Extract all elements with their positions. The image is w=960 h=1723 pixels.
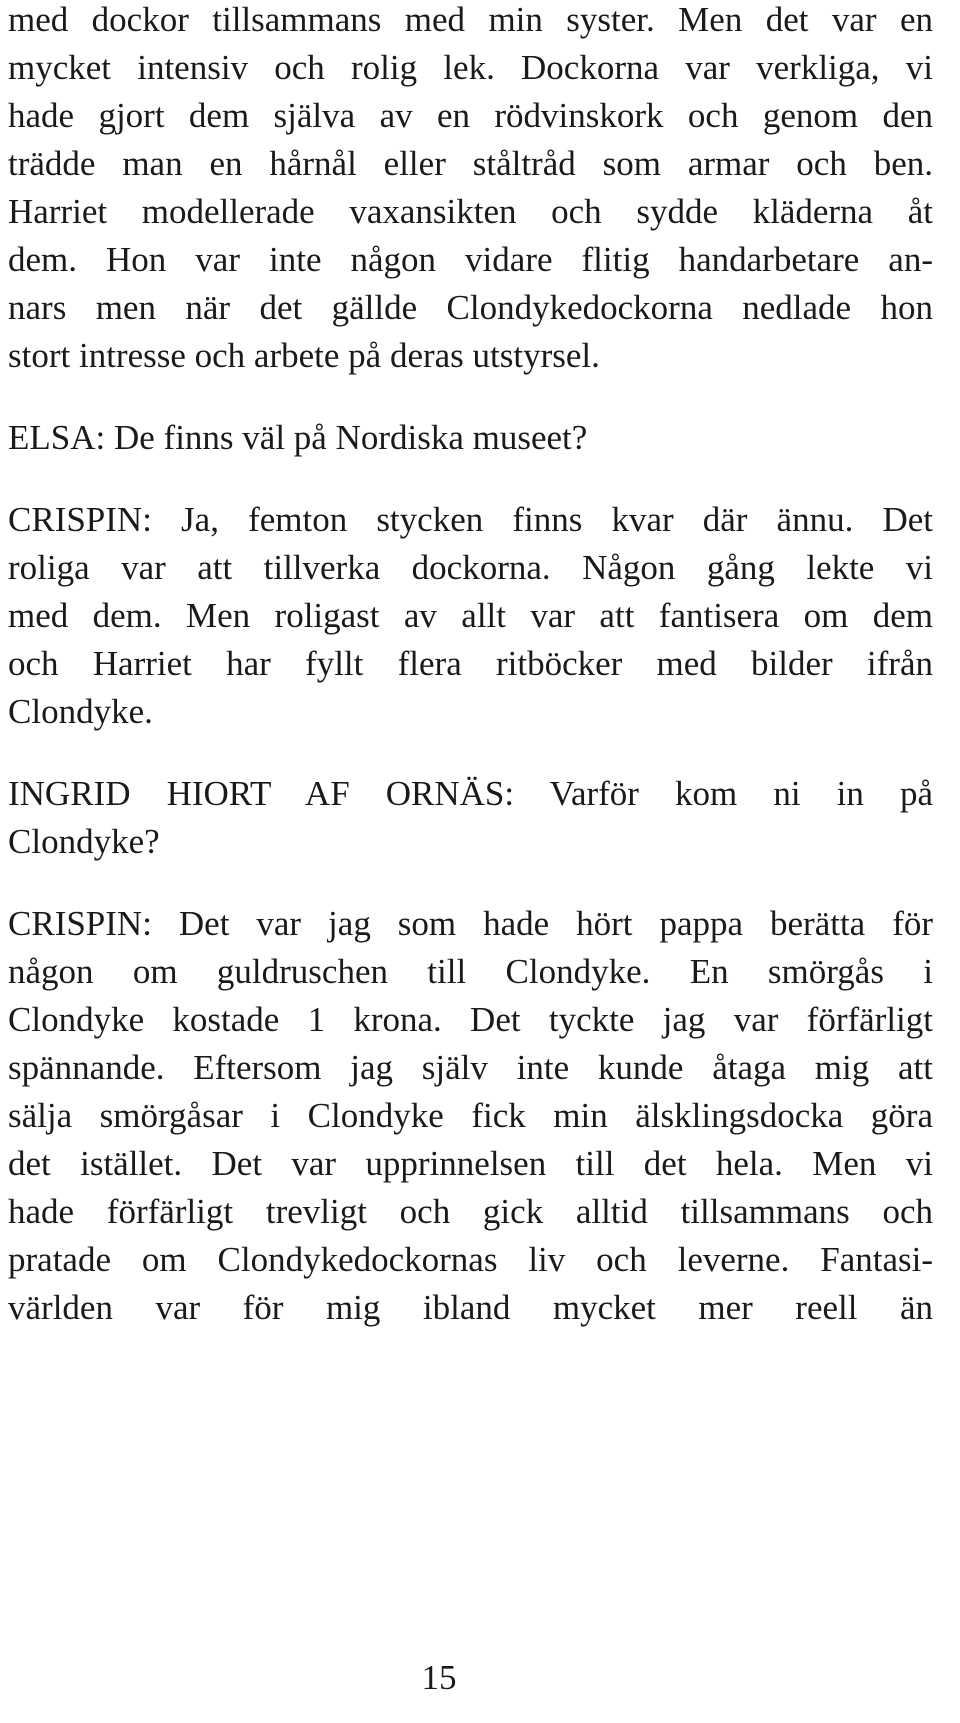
text-line: hade förfärligt trevligt och gick alltid tillsammans och [8,1192,933,1231]
text-line: mycket intensiv och rolig lek. Dockorna var verkliga, vi [8,48,933,87]
paragraph-spacer [8,462,933,496]
paragraph-spacer [8,380,933,414]
text-line: trädde man en hårnål eller ståltråd som armar och ben. [8,144,933,183]
text-line: Clondyke kostade 1 krona. Det tyckte jag var förfärligt [8,1000,933,1039]
text-line: Clondyke. [8,692,153,731]
text-line: stort intresse och arbete på deras utstyrsel. [8,336,600,375]
text-line: världen var för mig ibland mycket mer reell än [8,1288,933,1327]
paragraph-ingrid-question [8,770,933,866]
text-line: nars men när det gällde Clondykedockorna nedlade hon [8,288,933,327]
text-line: ELSA: De finns väl på Nordiska museet? [8,418,588,457]
text-line: pratade om Clondykedockornas liv och leverne. Fantasi- [8,1240,933,1279]
text-line: hade gjort dem själva av en rödvinskork och genom den [8,96,933,135]
text-line: spännande. Eftersom jag själv inte kunde åtaga mig att [8,1048,933,1087]
text-line: någon om guldruschen till Clondyke. En smörgås i [8,952,933,991]
text-line: CRISPIN: Det var jag som hade hört pappa berätta för [8,904,933,943]
paragraph-elsa-question [8,414,933,462]
text-line: Harriet modellerade vaxansikten och sydde kläderna åt [8,192,933,231]
page-number: 15 [421,1658,457,1697]
paragraph-spacer [8,866,933,900]
text-line: Clondyke? [8,822,160,861]
paragraph-crispin-answer [8,496,933,736]
text-line: sälja smörgåsar i Clondyke fick min älsklingsdocka göra [8,1096,933,1135]
text-line: dem. Hon var inte någon vidare flitig handarbetare an- [8,240,933,279]
text-line: det istället. Det var upprinnelsen till det hela. Men vi [8,1144,933,1183]
text-line: med dockor tillsammans med min syster. Men det var en [8,0,933,39]
text-line: INGRID HIORT AF ORNÄS: Varför kom ni in på [8,774,933,813]
text-line: med dem. Men roligast av allt var att fantisera om dem [8,596,933,635]
paragraph-spacer [8,736,933,770]
document-page [8,0,933,1332]
text-line: och Harriet har fyllt flera ritböcker med bilder ifrån [8,644,933,683]
paragraph-crispin-dolls [8,0,933,380]
text-line: roliga var att tillverka dockorna. Någon gång lekte vi [8,548,933,587]
paragraph-crispin-clondyke [8,900,933,1332]
text-line: CRISPIN: Ja, femton stycken finns kvar där ännu. Det [8,500,933,539]
